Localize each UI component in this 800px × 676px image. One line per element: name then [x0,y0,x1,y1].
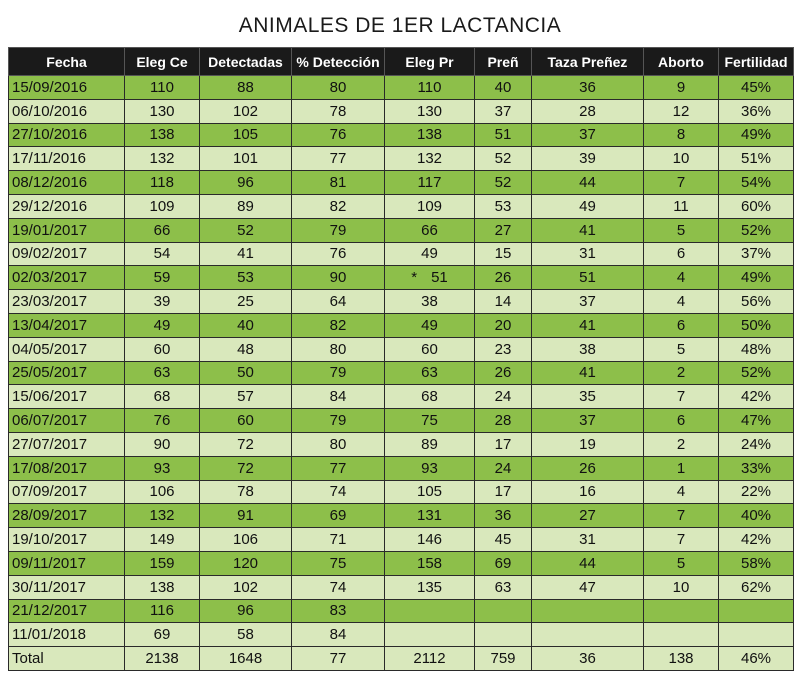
table-row [9,623,794,647]
table-cell [475,599,532,623]
table-cell: 28 [532,99,644,123]
table-cell: 7 [644,528,719,552]
table-cell: 7 [644,504,719,528]
column-header: Eleg Ce [125,48,200,76]
table-cell: 138 [385,123,475,147]
table-cell: 62% [719,575,794,599]
table-cell: 60 [200,409,292,433]
table-cell: 11/01/2018 [9,623,125,647]
table-cell: 33% [719,456,794,480]
table-cell: 26 [532,456,644,480]
table-cell [719,623,794,647]
table-row [9,409,794,433]
table-cell: 13/04/2017 [9,313,125,337]
table-cell: 5 [644,551,719,575]
table-cell: 59 [125,266,200,290]
table-cell: 93 [385,456,475,480]
table-cell: 149 [125,528,200,552]
table-cell: 93 [125,456,200,480]
table-cell: 45 [475,528,532,552]
table-cell: 5 [644,218,719,242]
total-cell: Total [9,647,125,671]
table-row [9,313,794,337]
table-cell: 71 [292,528,385,552]
table-cell: 80 [292,76,385,100]
table-cell: 60% [719,194,794,218]
table-cell: 02/03/2017 [9,266,125,290]
table-cell: 68 [385,385,475,409]
table-cell: 79 [292,409,385,433]
table-cell: 17/08/2017 [9,456,125,480]
table-cell: 130 [125,99,200,123]
table-cell: 80 [292,432,385,456]
table-cell: 91 [200,504,292,528]
table-row [9,171,794,195]
table-cell: 118 [125,171,200,195]
table-cell: 8 [644,123,719,147]
table-cell: 26 [475,266,532,290]
table-cell: 6 [644,242,719,266]
table-cell [385,266,475,290]
header-row [9,48,794,76]
table-cell: 23 [475,337,532,361]
table-cell: 27 [475,218,532,242]
table-row [9,218,794,242]
table-cell: 23/03/2017 [9,290,125,314]
table-cell: 102 [200,99,292,123]
table-cell: 51 [475,123,532,147]
table-cell [532,599,644,623]
table-cell: 17 [475,432,532,456]
table-cell: 37% [719,242,794,266]
table-cell: 69 [125,623,200,647]
table-cell: 36% [719,99,794,123]
table-row [9,99,794,123]
table-cell: 49 [385,242,475,266]
table-cell: 101 [200,147,292,171]
table-cell: 75 [385,409,475,433]
table-cell: 54 [125,242,200,266]
table-cell: 105 [385,480,475,504]
table-cell [644,623,719,647]
table-cell: 132 [125,504,200,528]
table-cell: 106 [125,480,200,504]
table-cell: 88 [200,76,292,100]
column-header: Taza Preñez [532,48,644,76]
column-header: Fecha [9,48,125,76]
table-cell: 36 [475,504,532,528]
column-header: Aborto [644,48,719,76]
table-cell: 102 [200,575,292,599]
table-cell: 69 [475,551,532,575]
table-cell: 48 [200,337,292,361]
table-cell: 17 [475,480,532,504]
table-cell: 1 [644,456,719,480]
table-cell: 42% [719,385,794,409]
table-cell: 19 [532,432,644,456]
table-cell: 74 [292,575,385,599]
table-cell: 27 [532,504,644,528]
table-cell: 35 [532,385,644,409]
column-header: Detectadas [200,48,292,76]
total-cell: 2138 [125,647,200,671]
table-cell: 52% [719,361,794,385]
table-cell: 04/05/2017 [9,337,125,361]
table-cell: 49 [125,313,200,337]
table-cell: 41 [532,218,644,242]
table-cell: 138 [125,123,200,147]
table-cell: 19/01/2017 [9,218,125,242]
table-cell: 50% [719,313,794,337]
table-cell: 52 [475,147,532,171]
table-cell: 22% [719,480,794,504]
table-row [9,385,794,409]
table-cell: 36 [532,76,644,100]
cell-value: 51 [431,269,448,287]
total-cell: 759 [475,647,532,671]
table-cell: 53 [475,194,532,218]
table-cell: 90 [125,432,200,456]
table-cell: 77 [292,456,385,480]
table-row [9,147,794,171]
table-cell: 50 [200,361,292,385]
table-cell: 84 [292,623,385,647]
table-cell: 84 [292,385,385,409]
table-cell: 39 [125,290,200,314]
table-cell: 110 [125,76,200,100]
table-cell: 39 [532,147,644,171]
total-cell: 77 [292,647,385,671]
table-cell: 10 [644,575,719,599]
table-cell: 52 [200,218,292,242]
table-cell: 82 [292,194,385,218]
table-row [9,337,794,361]
table-cell: 19/10/2017 [9,528,125,552]
table-cell: 16 [532,480,644,504]
table-cell: 132 [385,147,475,171]
table-cell [644,599,719,623]
table-row [9,123,794,147]
table-cell: 76 [292,123,385,147]
table-cell: 80 [292,337,385,361]
table-row [9,551,794,575]
table-cell: 51 [532,266,644,290]
lactation-table [8,47,794,671]
table-cell: 14 [475,290,532,314]
table-cell: 49% [719,123,794,147]
table-cell: 75 [292,551,385,575]
table-cell: 27/10/2016 [9,123,125,147]
table-cell: 72 [200,456,292,480]
table-cell: 07/09/2017 [9,480,125,504]
table-cell: 120 [200,551,292,575]
table-cell: 44 [532,171,644,195]
table-cell: 15/09/2016 [9,76,125,100]
table-cell: 110 [385,76,475,100]
table-cell: 38 [385,290,475,314]
table-cell: 17/11/2016 [9,147,125,171]
footnote-mark: * [411,269,418,287]
table-cell: 69 [292,504,385,528]
table-cell: 27/07/2017 [9,432,125,456]
total-cell: 36 [532,647,644,671]
table-cell: 49 [385,313,475,337]
table-row [9,504,794,528]
table-cell: 6 [644,313,719,337]
table-cell: 10 [644,147,719,171]
table-cell: 26 [475,361,532,385]
table-cell: 146 [385,528,475,552]
table-cell: 41 [532,313,644,337]
table-cell: 58% [719,551,794,575]
column-header: Preñ [475,48,532,76]
table-cell: 6 [644,409,719,433]
table-cell: 138 [125,575,200,599]
table-cell: 4 [644,480,719,504]
table-cell: 28 [475,409,532,433]
table-cell: 96 [200,171,292,195]
table-cell: 40% [719,504,794,528]
table-cell: 47 [532,575,644,599]
total-row [9,647,794,671]
table-cell: 24 [475,456,532,480]
column-header: % Detección [292,48,385,76]
table-cell: 132 [125,147,200,171]
table-cell: 53 [200,266,292,290]
table-cell: 4 [644,266,719,290]
table-cell: 24 [475,385,532,409]
table-cell: 37 [475,99,532,123]
table-cell: 63 [475,575,532,599]
table-cell: 7 [644,385,719,409]
table-title: ANIMALES DE 1ER LACTANCIA [238,14,562,37]
table-cell: 15/06/2017 [9,385,125,409]
table-cell: 40 [475,76,532,100]
table-cell: 5 [644,337,719,361]
total-cell: 46% [719,647,794,671]
table-cell: 89 [385,432,475,456]
table-cell: 130 [385,99,475,123]
table-cell: 28/09/2017 [9,504,125,528]
table-cell: 76 [292,242,385,266]
table-cell: 38 [532,337,644,361]
table-cell: 109 [125,194,200,218]
table-cell: 68 [125,385,200,409]
table-cell: 117 [385,171,475,195]
table-cell: 66 [385,218,475,242]
table-row [9,194,794,218]
table-cell: 31 [532,528,644,552]
table-cell: 76 [125,409,200,433]
table-cell: 09/11/2017 [9,551,125,575]
table-cell: 40 [200,313,292,337]
table-row [9,575,794,599]
table-cell [385,623,475,647]
table-cell: 20 [475,313,532,337]
table-cell: 83 [292,599,385,623]
table-cell: 57 [200,385,292,409]
table-cell: 78 [200,480,292,504]
table-cell: 12 [644,99,719,123]
total-cell: 138 [644,647,719,671]
table-cell: 24% [719,432,794,456]
table-cell: 49% [719,266,794,290]
table-body [9,76,794,671]
table-cell: 72 [200,432,292,456]
table-cell: 63 [385,361,475,385]
table-cell: 51% [719,147,794,171]
table-cell: 31 [532,242,644,266]
table-cell: 79 [292,218,385,242]
table-row [9,266,794,290]
table-cell [719,599,794,623]
table-cell: 37 [532,409,644,433]
table-cell: 63 [125,361,200,385]
table-cell: 159 [125,551,200,575]
table-cell: 09/02/2017 [9,242,125,266]
table-cell: 64 [292,290,385,314]
total-cell: 1648 [200,647,292,671]
table-cell: 49 [532,194,644,218]
table-cell: 29/12/2016 [9,194,125,218]
table-cell: 25 [200,290,292,314]
column-header: Eleg Pr [385,48,475,76]
table-cell: 60 [125,337,200,361]
table-cell: 82 [292,313,385,337]
table-cell: 21/12/2017 [9,599,125,623]
table-row [9,361,794,385]
table-cell: 90 [292,266,385,290]
table-cell: 42% [719,528,794,552]
table-cell: 48% [719,337,794,361]
column-header: Fertilidad [719,48,794,76]
table-cell: 08/12/2016 [9,171,125,195]
table-cell: 56% [719,290,794,314]
table-cell: 81 [292,171,385,195]
table-cell: 131 [385,504,475,528]
table-cell: 41 [532,361,644,385]
table-cell: 116 [125,599,200,623]
table-row [9,599,794,623]
table-cell: 52% [719,218,794,242]
table-cell: 58 [200,623,292,647]
table-cell: 66 [125,218,200,242]
table-cell: 109 [385,194,475,218]
table-cell [532,623,644,647]
table-cell: 78 [292,99,385,123]
table-cell: 37 [532,290,644,314]
table-row [9,480,794,504]
table-cell: 52 [475,171,532,195]
table-cell: 45% [719,76,794,100]
table-cell: 2 [644,432,719,456]
table-row [9,76,794,100]
table-cell: 96 [200,599,292,623]
table-cell: 7 [644,171,719,195]
table-row [9,432,794,456]
table-cell: 105 [200,123,292,147]
table-cell: 60 [385,337,475,361]
table-cell: 11 [644,194,719,218]
table-cell: 54% [719,171,794,195]
table-cell: 44 [532,551,644,575]
table-cell: 25/05/2017 [9,361,125,385]
table-cell: 74 [292,480,385,504]
table-row [9,242,794,266]
table-cell: 41 [200,242,292,266]
table-cell: 135 [385,575,475,599]
table-cell: 79 [292,361,385,385]
total-cell: 2112 [385,647,475,671]
table-cell: 77 [292,147,385,171]
table-cell: 106 [200,528,292,552]
table-cell: 89 [200,194,292,218]
table-row [9,290,794,314]
table-cell [475,623,532,647]
table-cell: 30/11/2017 [9,575,125,599]
table-cell: 06/10/2016 [9,99,125,123]
table-row [9,528,794,552]
table-cell: 2 [644,361,719,385]
table-cell: 15 [475,242,532,266]
table-cell [385,599,475,623]
table-cell: 06/07/2017 [9,409,125,433]
table-cell: 37 [532,123,644,147]
table-cell: 47% [719,409,794,433]
table-cell: 9 [644,76,719,100]
table-row [9,456,794,480]
table-cell: 4 [644,290,719,314]
table-cell: 158 [385,551,475,575]
